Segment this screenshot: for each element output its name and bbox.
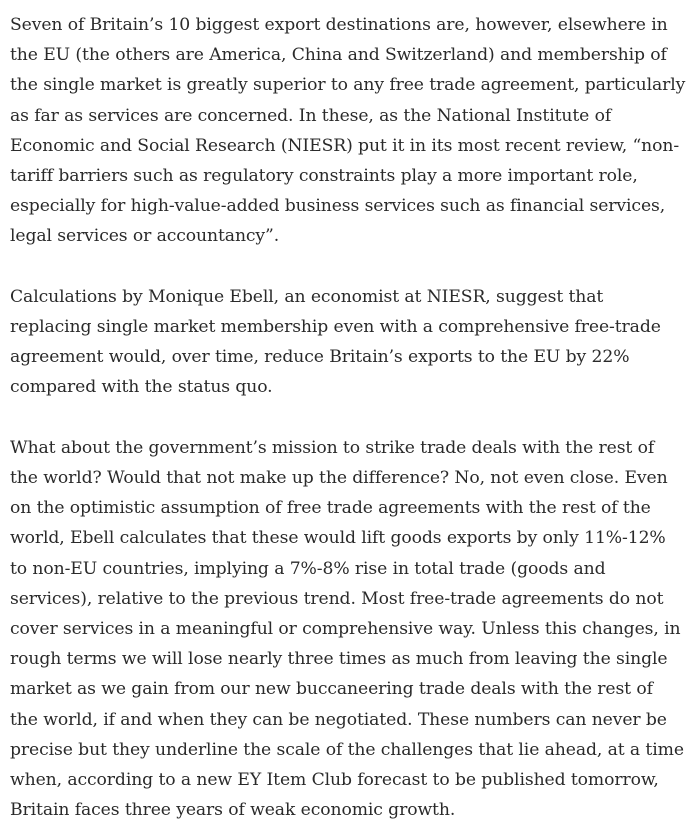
paragraph-niesr-calculations: Calculations by Monique Ebell, an economist at NIESR, suggest that replacing single market membership even with a comprehensive free-trade agreement would, over time, reduce Britain’s exports to the EU by 22% compared with the status quo. [10,286,661,398]
paragraph-trade-deals: What about the government’s mission to strike trade deals with the rest of the world? Would that not make up the difference? No, not even close. Even on the optimistic assumption of free trade agreements with the rest of the world, Ebell calculates that these would lift goods exports by only 11%-12% to non-EU countries, implying a 7%-8% rise in total trade (goods and services), relative to the previous trend. Most free-trade agreements do not cover services in a meaningful or comprehensive way. Unless this changes, in rough terms we will lose nearly three times as much from leaving the single market as we gain from our new buccaneering trade deals with the rest of the world, if and when they can be negotiated. These numbers can never be precise but they underline the scale of the challenges that lie ahead, at a time when, according to a new EY Item Club forecast to be published tomorrow, Britain faces three years of weak economic growth. [10,437,684,821]
paragraph-export-destinations: Seven of Britain’s 10 biggest export destinations are, however, elsewhere in the EU (the others are America, China and Switzerland) and membership of the single market is greatly superior to any free trade agreement, particularly as far as services are concerned. In these, as the National Institute of Economic and Social Research (NIESR) put it in its most recent review, “non-tariff barriers such as regulatory constraints play a more important role, especially for high-value-added business services such as financial services, legal services or accountancy”. [10,15,686,247]
